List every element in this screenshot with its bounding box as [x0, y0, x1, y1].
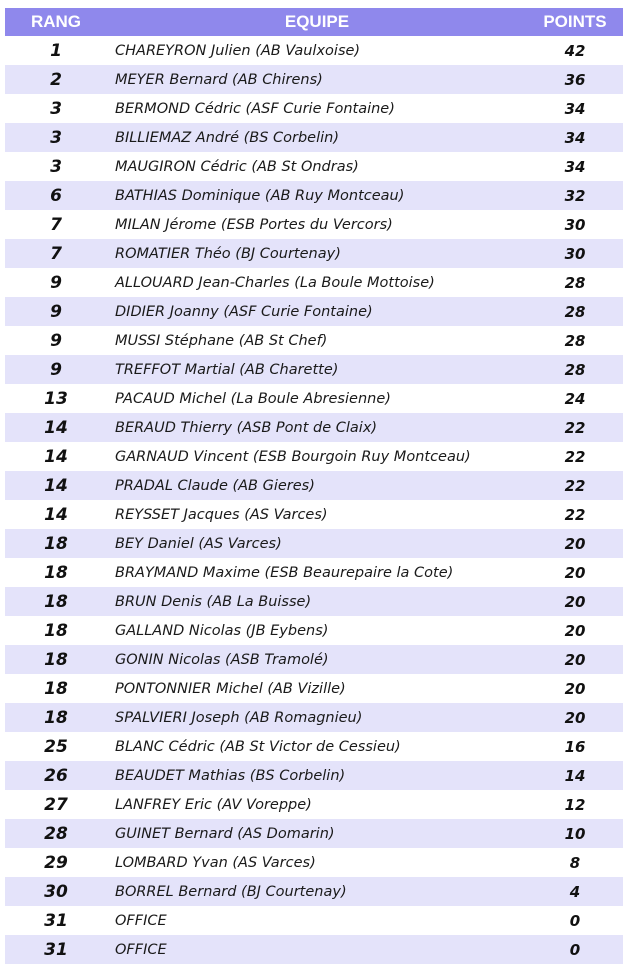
table-row	[5, 65, 623, 94]
points-cell: 10	[564, 824, 586, 843]
points-cell: 8	[569, 853, 581, 872]
team-cell: LANFREY Eric (AV Voreppe)	[115, 796, 312, 813]
team-cell: BRAYMAND Maxime (ESB Beaurepaire la Cote)	[115, 564, 454, 581]
points-cell: 28	[564, 302, 586, 321]
table-row	[5, 558, 623, 587]
rank-cell: 18	[44, 707, 68, 728]
points-cell: 22	[564, 418, 586, 437]
table-row	[5, 413, 623, 442]
points-cell: 28	[564, 360, 586, 379]
team-cell: BATHIAS Dominique (AB Ruy Montceau)	[115, 187, 405, 204]
points-cell: 20	[564, 679, 586, 698]
table-row	[5, 181, 623, 210]
team-cell: SPALVIERI Joseph (AB Romagnieu)	[115, 709, 363, 726]
table-row	[5, 384, 623, 413]
rank-cell: 28	[44, 823, 68, 844]
table-row	[5, 732, 623, 761]
table-row	[5, 645, 623, 674]
team-cell: PRADAL Claude (AB Gieres)	[115, 477, 315, 494]
table-row	[5, 790, 623, 819]
table-row	[5, 355, 623, 384]
team-cell: OFFICE	[115, 912, 167, 929]
points-cell: 14	[564, 766, 586, 785]
rank-cell: 1	[50, 40, 62, 61]
points-cell: 12	[564, 795, 586, 814]
table-row	[5, 761, 623, 790]
rank-cell: 18	[44, 620, 68, 641]
points-cell: 0	[569, 911, 581, 930]
ranking-table	[5, 8, 623, 964]
points-cell: 20	[564, 708, 586, 727]
rank-cell: 31	[44, 939, 68, 960]
rank-cell: 13	[44, 388, 68, 409]
table-row	[5, 268, 623, 297]
team-cell: MEYER Bernard (AB Chirens)	[115, 71, 323, 88]
team-cell: TREFFOT Martial (AB Charette)	[115, 361, 339, 378]
rank-cell: 9	[50, 272, 62, 293]
table-row	[5, 210, 623, 239]
points-cell: 28	[564, 273, 586, 292]
points-cell: 4	[569, 882, 581, 901]
table-row	[5, 36, 623, 65]
table-row	[5, 877, 623, 906]
table-row	[5, 123, 623, 152]
rank-cell: 9	[50, 301, 62, 322]
rank-cell: 18	[44, 591, 68, 612]
points-cell: 24	[564, 389, 586, 408]
points-cell: 36	[564, 70, 586, 89]
table-row	[5, 94, 623, 123]
table-row	[5, 848, 623, 877]
table-row	[5, 297, 623, 326]
points-cell: 22	[564, 505, 586, 524]
team-cell: BERAUD Thierry (ASB Pont de Claix)	[115, 419, 378, 436]
points-cell: 28	[564, 331, 586, 350]
team-cell: PONTONNIER Michel (AB Vizille)	[115, 680, 346, 697]
rank-cell: 7	[50, 243, 62, 264]
rank-cell: 14	[44, 417, 68, 438]
table-row	[5, 935, 623, 964]
table-row	[5, 442, 623, 471]
points-cell: 30	[564, 215, 586, 234]
rank-cell: 3	[50, 127, 62, 148]
points-cell: 32	[564, 186, 586, 205]
rank-cell: 31	[44, 910, 68, 931]
points-cell: 30	[564, 244, 586, 263]
table-row	[5, 239, 623, 268]
team-cell: OFFICE	[115, 941, 167, 958]
team-cell: CHAREYRON Julien (AB Vaulxoise)	[115, 42, 361, 59]
points-cell: 16	[564, 737, 586, 756]
table-row	[5, 674, 623, 703]
rank-cell: 9	[50, 330, 62, 351]
table-row	[5, 500, 623, 529]
points-cell: 34	[564, 157, 586, 176]
table-row	[5, 703, 623, 732]
rank-cell: 29	[44, 852, 68, 873]
points-cell: 20	[564, 534, 586, 553]
team-cell: BERMOND Cédric (ASF Curie Fontaine)	[115, 100, 395, 117]
table-row	[5, 616, 623, 645]
points-cell: 20	[564, 563, 586, 582]
team-cell: REYSSET Jacques (AS Varces)	[115, 506, 328, 523]
points-cell: 20	[564, 621, 586, 640]
rank-cell: 14	[44, 475, 68, 496]
team-cell: LOMBARD Yvan (AS Varces)	[115, 854, 316, 871]
team-cell: BLANC Cédric (AB St Victor de Cessieu)	[115, 738, 401, 755]
table-row	[5, 326, 623, 355]
rank-cell: 2	[50, 69, 62, 90]
team-cell: PACAUD Michel (La Boule Abresienne)	[115, 390, 391, 407]
rank-cell: 14	[44, 446, 68, 467]
team-cell: DIDIER Joanny (ASF Curie Fontaine)	[115, 303, 373, 320]
rank-cell: 27	[44, 794, 68, 815]
team-cell: BEY Daniel (AS Varces)	[115, 535, 282, 552]
points-cell: 20	[564, 592, 586, 611]
team-cell: BEAUDET Mathias (BS Corbelin)	[115, 767, 346, 784]
points-cell: 20	[564, 650, 586, 669]
rank-cell: 25	[44, 736, 68, 757]
rank-cell: 18	[44, 678, 68, 699]
header-points: POINTS	[543, 12, 607, 31]
rank-cell: 3	[50, 156, 62, 177]
table-row	[5, 529, 623, 558]
team-cell: BORREL Bernard (BJ Courtenay)	[115, 883, 347, 900]
team-cell: MILAN Jérome (ESB Portes du Vercors)	[115, 216, 393, 233]
points-cell: 0	[569, 940, 581, 959]
table-row	[5, 152, 623, 181]
table-row	[5, 471, 623, 500]
table-row	[5, 587, 623, 616]
team-cell: GARNAUD Vincent (ESB Bourgoin Ruy Montceau)	[115, 448, 471, 465]
rank-cell: 3	[50, 98, 62, 119]
table-row	[5, 819, 623, 848]
rank-cell: 14	[44, 504, 68, 525]
header-team: EQUIPE	[284, 12, 350, 31]
team-cell: GALLAND Nicolas (JB Eybens)	[115, 622, 329, 639]
table-header	[5, 8, 623, 36]
team-cell: MUSSI Stéphane (AB St Chef)	[115, 332, 328, 349]
team-cell: ROMATIER Théo (BJ Courtenay)	[115, 245, 341, 262]
team-cell: GONIN Nicolas (ASB Tramolé)	[115, 651, 329, 668]
team-cell: GUINET Bernard (AS Domarin)	[115, 825, 335, 842]
rank-cell: 30	[44, 881, 68, 902]
rank-cell: 18	[44, 649, 68, 670]
points-cell: 22	[564, 476, 586, 495]
rank-cell: 18	[44, 562, 68, 583]
table-row	[5, 906, 623, 935]
rank-cell: 7	[50, 214, 62, 235]
team-cell: BILLIEMAZ André (BS Corbelin)	[115, 129, 339, 146]
points-cell: 22	[564, 447, 586, 466]
rank-cell: 26	[44, 765, 68, 786]
rank-cell: 6	[50, 185, 62, 206]
team-cell: MAUGIRON Cédric (AB St Ondras)	[115, 158, 359, 175]
table-body	[5, 36, 623, 964]
rank-cell: 9	[50, 359, 62, 380]
rank-cell: 18	[44, 533, 68, 554]
points-cell: 34	[564, 128, 586, 147]
points-cell: 34	[564, 99, 586, 118]
team-cell: BRUN Denis (AB La Buisse)	[115, 593, 312, 610]
points-cell: 42	[564, 41, 586, 60]
header-rank: RANG	[30, 12, 82, 31]
team-cell: ALLOUARD Jean-Charles (La Boule Mottoise)	[115, 274, 435, 291]
